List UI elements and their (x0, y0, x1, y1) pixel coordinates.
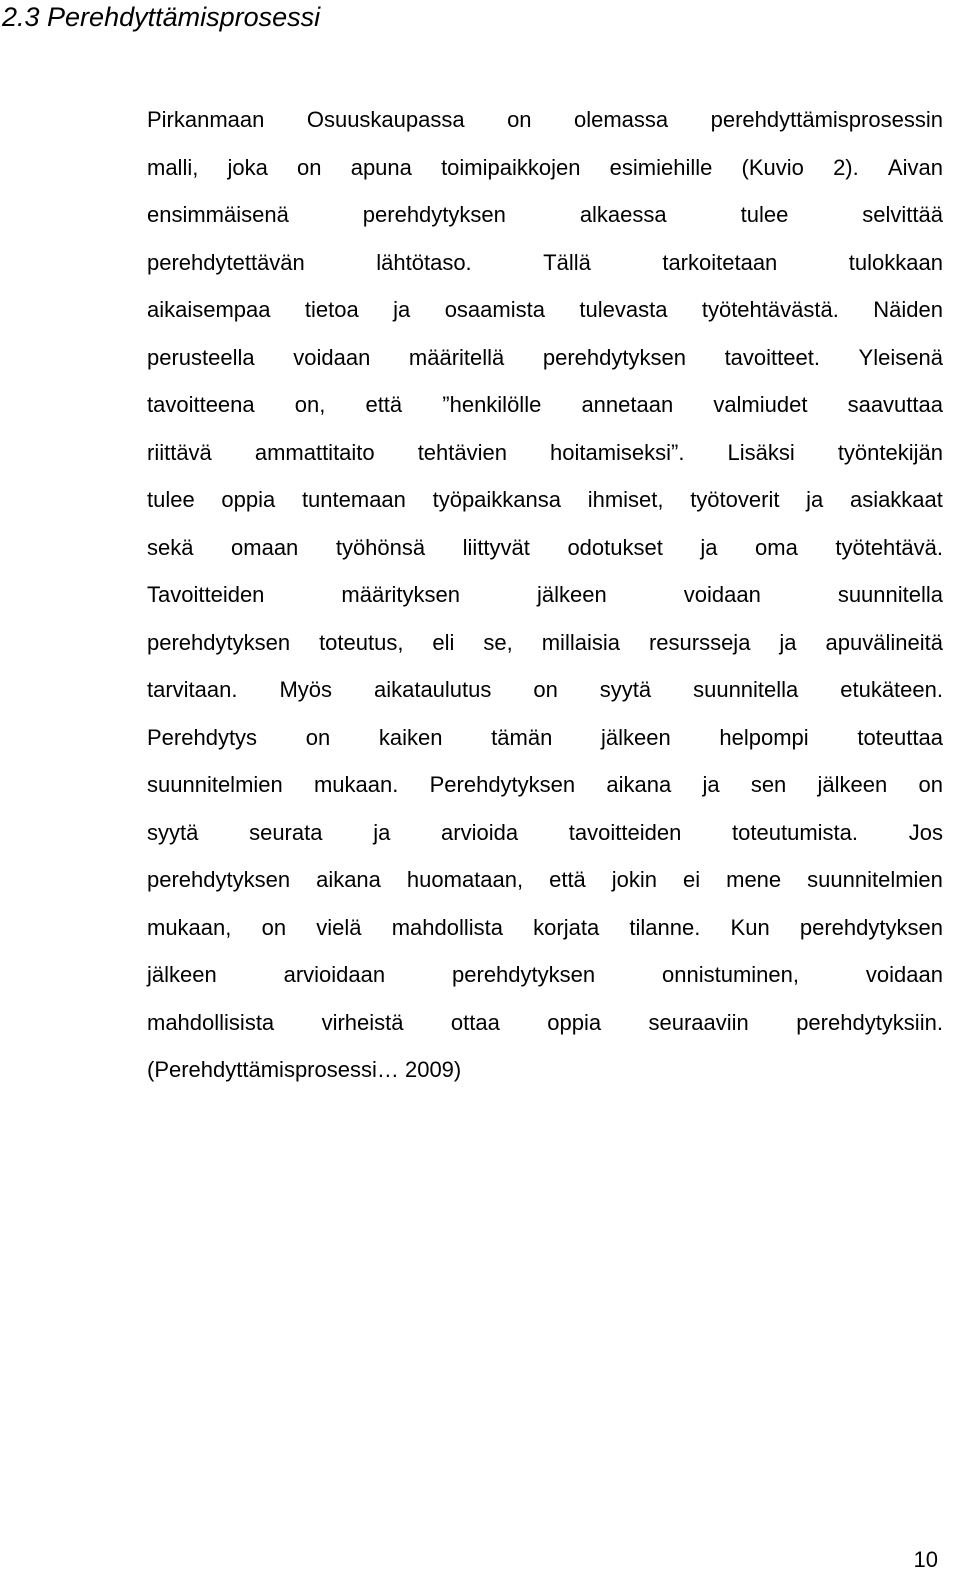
paragraph-line: (Perehdyttämisprosessi… 2009) (147, 1057, 462, 1082)
paragraph-line: perehdytyksen toteutus, eli se, millaisia resursseja ja apuvälineitä (147, 629, 943, 655)
page-number: 10 (913, 1547, 938, 1572)
paragraph-line: aikaisempaa tietoa ja osaamista tulevasta työtehtävästä. Näiden (147, 297, 943, 322)
paragraph-line: riittävä ammattitaito tehtävien hoitamiseksi”. Lisäksi työntekijän (147, 439, 943, 465)
paragraph-line: Tavoitteiden määrityksen jälkeen voidaan suunnitella (147, 582, 943, 607)
paragraph-line: perehdytettävän lähtötaso. Tällä tarkoitetaan tulokkaan (147, 249, 943, 275)
paragraph-line: malli, joka on apuna toimipaikkojen esimiehille (Kuvio 2). Aivan (147, 154, 943, 180)
paragraph-line: ensimmäisenä perehdytyksen alkaessa tulee selvittää (147, 202, 943, 227)
paragraph-line: sekä omaan työhönsä liittyvät odotukset ja oma työtehtävä. (147, 534, 943, 560)
paragraph-line: perehdytyksen aikana huomataan, että jokin ei mene suunnitelmien (147, 867, 943, 892)
paragraph-line: Perehdytys on kaiken tämän jälkeen helpompi toteuttaa (147, 724, 943, 750)
paragraph-line: mukaan, on vielä mahdollista korjata tilanne. Kun perehdytyksen (147, 914, 943, 940)
paragraph-line: perusteella voidaan määritellä perehdytyksen tavoitteet. Yleisenä (147, 344, 943, 370)
paragraph-line: tulee oppia tuntemaan työpaikkansa ihmiset, työtoverit ja asiakkaat (147, 487, 943, 512)
paragraph-line: tavoitteena on, että ”henkilölle annetaan valmiudet saavuttaa (147, 392, 943, 417)
body-paragraph (147, 96, 943, 1094)
paragraph-line: jälkeen arvioidaan perehdytyksen onnistuminen, voidaan (147, 962, 943, 987)
paragraph-line: suunnitelmien mukaan. Perehdytyksen aikana ja sen jälkeen on (147, 772, 943, 797)
paragraph-line: syytä seurata ja arvioida tavoitteiden toteutumista. Jos (147, 819, 943, 845)
section-heading: 2.3 Perehdyttämisprosessi (2, 2, 321, 32)
paragraph-line: tarvitaan. Myös aikataulutus on syytä suunnitella etukäteen. (147, 677, 943, 702)
paragraph-line: mahdollisista virheistä ottaa oppia seuraaviin perehdytyksiin. (147, 1009, 943, 1035)
paragraph-line: Pirkanmaan Osuuskaupassa on olemassa perehdyttämisprosessin (147, 107, 943, 132)
